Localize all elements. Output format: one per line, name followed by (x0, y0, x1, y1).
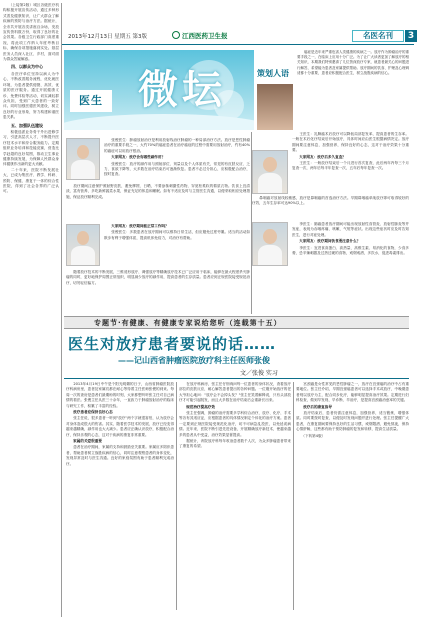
doctor-photo (252, 150, 288, 194)
qa-block: 大家网友：放疗期间能正常工作吗？ 张俊医生：多数患者在放疗期间可以维持日常生活，但应避免过度劳累。适当的活动如散步有利于增强体质，提高机体免疫力，对治疗有帮助。 (104, 224, 250, 240)
qa-block: 鼻咽癌对放射线较敏感，放疗是鼻咽癌的首选治疗方法。早期鼻咽癌单纯放疗即可取得较好的疗效，五年生存率可达90%以上。 (252, 196, 409, 206)
column-divider (176, 382, 177, 610)
qa-block: 王医生：乳腺癌术后放疗可以降低局部复发率，提高患者的生存率。一般在术后化疗结束后开始放疗，具体时间应由医生根据病情决定。放疗期间要注意休息，加强营养，保持良好的心态，这对于治疗效果十分重要。 大家网友：放疗后多久复查？ 王医生：一般放疗结束后一个月进行首次复查，此后两年内每三个月复查一次，两年后每半年复查一次，五年后每年复查一次。 (292, 132, 409, 171)
header-rule (62, 44, 414, 45)
doctor-photo (66, 138, 100, 180)
issue-date: 2013年12月13日 星期五 第3版 (68, 34, 147, 40)
planner-title: 策划人语 (257, 69, 289, 78)
qa-block: 放疗期间注意保护照射野皮肤，避免摩擦、日晒，不要涂抹刺激性药物，穿宽松柔软的棉质衣物。饮食上宜清淡、富有营养，多吃新鲜蔬菜水果，保证充足的休息和睡眠。如有不适应及时与主管医生沟通，以便采取相应处理措施，保证放疗顺利完成。 (66, 184, 250, 199)
planner-avatar (257, 84, 293, 130)
article-column: 2013年4月19日中午是个阳光明媚的日子，山西省肿瘤医院放疗科病房里，患者及家属们都在耐心等待着主任医师张俊的到来。每周一次的查房是患者们最期盼的时刻，大家都想听听张主任对自己病情的看法。张俊主任从医三十余年，一直致力于肿瘤放射治疗的临床与研究工作，积累了丰富的经验。 放疗患者应保持良好心态 张主任说，很多患者一听到"放疗"两个字就很害怕，认为放疗会对身体造成很大的伤害。其实，随着医学技术的发展，放疗已经变得越来越精确，副作用也大大减少。患者应正确认识放疗，积极配合治疗，保持乐观的心态，这对于疾病的康复非常重要。 家属的关爱很重要 患者在治疗期间，家属的支持和鼓励至关重要。家属应多陪伴患者，帮助患者树立战胜疾病的信心，同时注意观察患者的身体变化，发现异常及时与医生沟通。良好的家庭氛围有助于患者顺利完成治疗。 (66, 382, 174, 466)
article-title: 医生对放疗患者要说的话…… (68, 335, 277, 353)
banner-tag: 医生 (70, 90, 112, 112)
page-header (62, 30, 414, 44)
left-column: （上接第2版）城区各级医疗机构积极开展宣传活动，通过多种形式普及健康知识，让广大群众了解疾病的预防与治疗方法。据统计，全市共开展各类讲座百余场，发放宣传资料数万份，取得了良好的社会效果。各级卫生行政部门高度重视，将此项工作纳入年度考核目标，确保各项措施落到实处。基层医务人员深入社区、乡村，面对面为群众答疑解惑。 四、以群众为中心 各医疗单位坚持以病人为中心，不断改善服务流程，优化就医环境，为患者提供便捷、高效、优质的医疗服务。通过开展健康义诊、免费体检等活动，切实减轻群众负担，受到广大患者的一致好评。同时加强医德医风建设，树立良好的行业形象，努力构建和谐医患关系。 五、加强队伍建设 积极选派业务骨干外出进修学习，引进高层次人才，不断提升医疗技术水平和综合服务能力。定期组织业务培训和技能竞赛，营造比学赶超的良好氛围，推动卫生事业健康持续发展，为保障人民群众身体健康作出新的更大贡献。 二十年来，医院不断发展壮大，已成为集医疗、教学、科研、预防、保健、康复于一体的综合性医院，得到了社会各界的广泛认可。 (3, 3, 59, 194)
banner-wave (64, 114, 254, 130)
page-number: 3 (405, 30, 417, 42)
article-subtitle: ——记山西省肿瘤医院放疗科主任医师张俊 (118, 356, 270, 365)
column-divider (293, 382, 294, 610)
article-divider (64, 378, 409, 379)
column-divider (61, 3, 62, 617)
feature-strip (64, 316, 409, 329)
doctor-photo (66, 224, 100, 266)
newspaper-logo-icon (172, 31, 180, 39)
newspaper-name: 江西医药卫生报 (182, 32, 228, 40)
qa-block: 张俊医生：肿瘤放射治疗是利用放射线治疗肿瘤的一种局部治疗方法。放疗是恶性肿瘤治疗的重要手段之一，大约70%的癌症患者在治疗癌症的过程中需要用放射治疗，约有40%的癌症可以用放疗根治。 大家网友：放疗会有哪些副作用？ 张俊医生：放疗的副作用与照射部位、剂量以及个人体质有关，常见的有皮肤反应、乏力、食欲下降等，大多数在治疗结束后可逐渐恢复。患者不必过分担心，应积极配合治疗，按时复查。 (104, 138, 250, 177)
article-author: 文／张俊 实习 (240, 370, 278, 377)
article-column: 在放疗科病房，张主任仔细询问每一位患者的身体状况，查看放疗部位的皮肤反应，耐心解答患者提出的各种问题。一位刚开始放疗的老大爷担心地问："放疗会不会掉头发？"张主任笑着解释说，只有头部放疗才可能引起脱发，而且大多数在治疗结束后会重新长出来。 规范治疗提高疗效 张主任强调，肿瘤的治疗需要多学科综合治疗，放疗、化疗、手术等各有其适应证，应根据患者的具体情况制定个体化的治疗方案。患者一定要到正规医院接受规范化治疗，切不可病急乱投医，以免延误病情。近年来，医院不断引进先进设备，开展精确放疗新技术，使越来越多的患者从中受益，治疗效果显著提高。 据统计，该院放疗科每年收治患者数千人次，为众多肿瘤患者带来了康复的希望。 (179, 382, 291, 449)
banner-title: 微坛 (138, 66, 226, 113)
article-column: 宫颈癌是女性常见的恶性肿瘤之一，放疗在宫颈癌的治疗中占有重要地位。张主任介绍，早期宫颈癌患者可以选择手术或放疗，中晚期患者则以放疗为主，配合同步化疗，能够明显提高治疗效果。定期进行妇科检查，做到早发现、早诊断、早治疗，是提高宫颈癌治愈率的关键。 放疗后的康复指导 放疗结束后，患者仍需注意休息，加强营养，适当锻炼，增强体质。同时要按时复查，以便及时发现问题并进行处理。张主任提醒广大患者，在康复期间要保持良好的生活习惯，戒烟限酒，避免熬夜，保持心情舒畅，这些都有助于预防肿瘤的复发和转移，提高生活质量。 （下转第4版） (296, 382, 409, 438)
doctor-photo (252, 222, 288, 266)
column-divider (251, 132, 252, 314)
feature-strip-text: 专题节·有健康、有健康专家说给您听（连载第十五） (94, 319, 282, 327)
qa-block: 李医生：肺癌患者放疗期间可能出现放射性食管炎、放射性肺炎等并发症，表现为吞咽疼痛、咳嗽、气短等症状。出现这些症状时应及时告知医生，进行对症处理。 大家网友：放疗期间饮食要注意什么？ 李医生：宜进食高蛋白、高热量、高维生素、易消化的食物，少食多餐，忌辛辣刺激及过热过硬的食物，戒烟戒酒，多饮水，促进毒素排出。 (292, 222, 409, 256)
column-banner (64, 50, 254, 130)
planner-text: 癌症是近年来严重危害人类健康的疾病之一。放疗作为肿瘤治疗的重要手段之一，在临床上应用十分广泛。为了让广大读者更加了解放疗的相关知识，本期我们特别邀请了几位资深放疗专家，就患者最关心的问题进行解答，希望能为患者及家属提供帮助。放疗期间的饮食、护理及心理调适都十分重要，患者应积极配合医生，树立战胜疾病的信心。 (297, 50, 409, 75)
planner-box (257, 50, 409, 130)
section-label: 名医名刊 (352, 30, 404, 42)
qa-block: 随着放疗技术的不断发展，三维适形放疗、调强放疗等精确放疗技术已广泛应用于临床，能够在最大程度杀灭肿瘤的同时，更好地保护周围正常组织，明显减少放疗的副作用，提高患者的生存质量。患者应到正规医院接受规范治疗，切勿轻信偏方。 (66, 270, 250, 285)
